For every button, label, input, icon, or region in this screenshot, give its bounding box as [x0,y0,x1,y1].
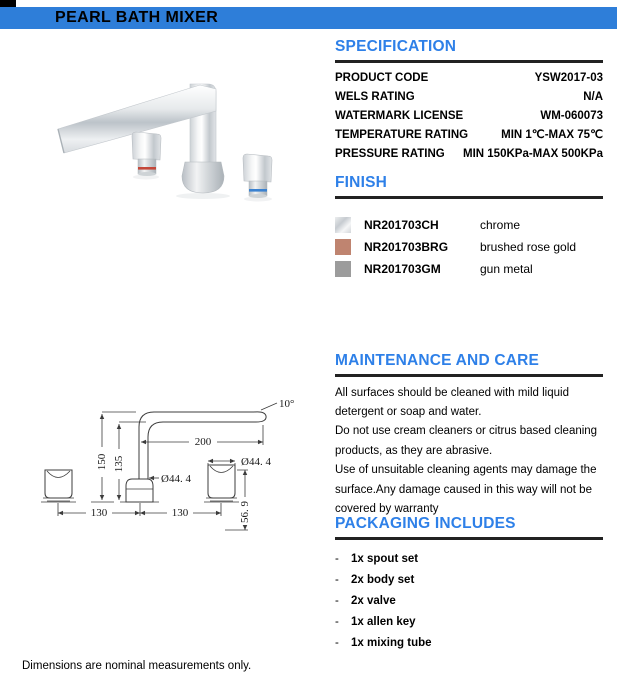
right-handle-outline [204,465,239,502]
dim-left-spacing: 130 [90,507,108,519]
bullet: - [335,594,339,607]
dim-spout-height: 135 [113,455,125,473]
finish-name: chrome [480,217,521,232]
list-item [335,591,603,612]
packaging-item-text: 2x body set [351,573,415,586]
dim-reach: 200 [194,436,212,448]
cold-indicator-ring [249,189,267,192]
finish-name: brushed rose gold [480,239,577,254]
finish-code: NR201703CH [364,217,439,232]
faucet-illustration [58,84,272,202]
dim-overall-height: 150 [96,453,108,471]
dim-angle: 10° [279,398,295,410]
text-line: detergent or soap and water. [335,405,482,418]
text-line: Do not use cream cleaners or citrus based cleaning [335,425,598,438]
text-line: products, as they are abrasive. [335,444,493,457]
maintenance-section [335,352,603,519]
brushed-rose-gold-swatch [335,239,351,255]
technical-drawing [18,385,323,547]
specification-section [335,38,603,164]
specification-table [335,69,603,164]
finish-title: FINISH [335,174,388,191]
dim-handle-diameter: Ø44. 4 [241,456,271,468]
packaging-item-text: 1x mixing tube [351,636,432,649]
product-photo [20,36,320,246]
spec-value: YSW2017-03 [534,71,603,84]
finish-code: NR201703GM [364,261,441,276]
finish-name: gun metal [480,261,533,276]
footer-note: Dimensions are nominal measurements only. [22,660,252,672]
dim-spout-diameter: Ø44. 4 [161,473,191,485]
spec-label: WATERMARK LICENSE [335,109,464,122]
section-underline [335,60,603,63]
spec-value: MIN 150KPa-MAX 500KPa [463,147,603,160]
section-underline [335,196,603,199]
text-line: Use of unsuitable cleaning agents may damage the [335,464,597,477]
dim-right-spacing: 130 [171,507,189,519]
text-line: covered by warranty [335,502,439,515]
list-item [335,633,603,654]
list-item [335,258,603,280]
packaging-item-text: 1x spout set [351,552,419,565]
spec-value: MIN 1℃-MAX 75℃ [501,128,603,141]
page-title: PEARL BATH MIXER [55,9,219,26]
spec-label: PRESSURE RATING [335,147,445,160]
cold-handle [243,154,272,198]
bullet: - [335,615,339,628]
section-underline [335,537,603,540]
table-row [335,69,603,88]
table-row [335,126,603,145]
maintenance-title: MAINTENANCE AND CARE [335,352,540,369]
section-underline [335,374,603,377]
specification-title: SPECIFICATION [335,38,457,55]
table-row [335,145,603,164]
list-item [335,549,603,570]
top-left-black-notch [0,0,16,7]
list-item [335,236,603,258]
hot-handle [132,132,161,176]
dim-handle-height: 56. 9 [239,501,251,523]
list-item [335,570,603,591]
finish-code: NR201703BRG [364,239,449,254]
packaging-section [335,515,603,654]
body-outline [120,479,159,502]
maintenance-text [335,384,603,520]
bullet: - [335,552,339,565]
list-item [335,214,603,236]
text-line: surface.Any damage caused in this way will not be [335,483,592,496]
hot-indicator-ring [138,167,156,170]
packaging-item-text: 2x valve [351,594,396,607]
table-row [335,107,603,126]
text-line: All surfaces should be cleaned with mild liquid [335,386,569,399]
gun-metal-swatch [335,261,351,277]
spec-value: N/A [583,90,603,103]
spec-label: PRODUCT CODE [335,71,429,84]
chrome-swatch [335,217,351,233]
bullet: - [335,636,339,649]
spec-value: WM-060073 [540,109,603,122]
spec-label: WELS RATING [335,90,415,103]
bullet: - [335,573,339,586]
packaging-item-text: 1x allen key [351,615,416,628]
list-item [335,612,603,633]
finish-options [335,214,603,280]
header-bar [0,7,617,29]
finish-section [335,174,603,280]
packaging-title: PACKAGING INCLUDES [335,515,516,532]
spec-label: TEMPERATURE RATING [335,128,469,141]
packaging-list [335,549,603,654]
dimension-lines [58,398,294,530]
left-handle-outline [41,470,76,502]
table-row [335,88,603,107]
